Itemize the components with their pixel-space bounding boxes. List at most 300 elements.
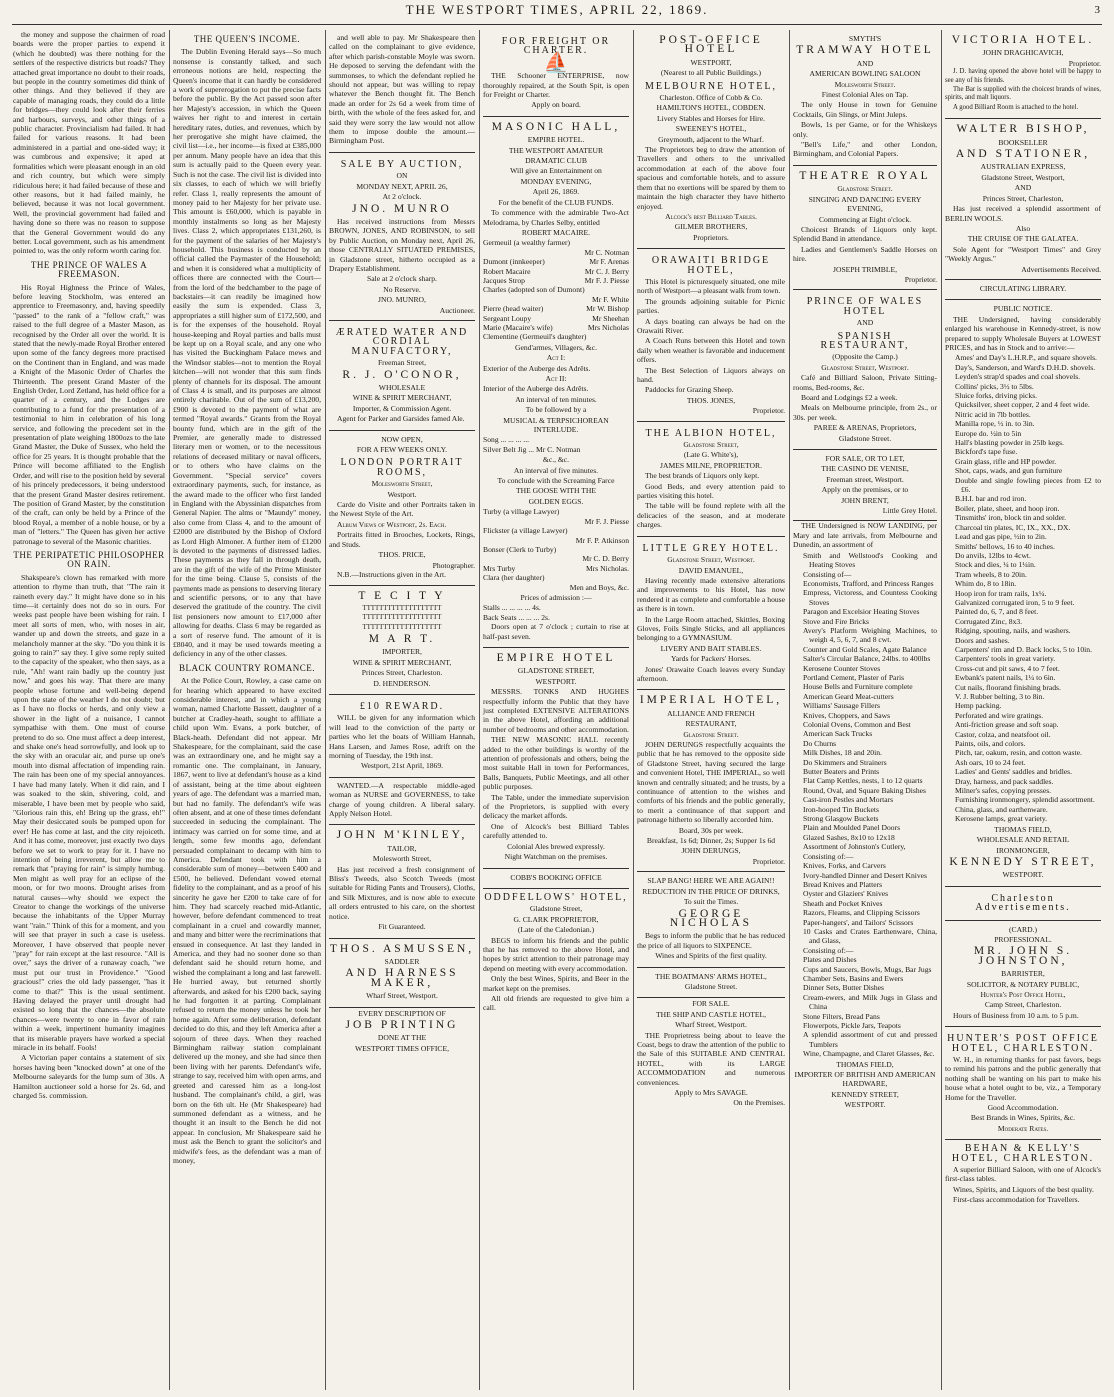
cast-actor: Mr F. White bbox=[591, 294, 629, 304]
ad-heading: THE ALBION HOTEL, bbox=[645, 427, 777, 439]
ad-signature: THOS. JONES, bbox=[686, 395, 736, 405]
ad-line: WINE & SPIRIT MERCHANT, bbox=[352, 393, 452, 403]
ad-heading: ALLIANCE AND FRENCH bbox=[667, 708, 755, 718]
list-item: Portland Cement, Plaster of Paris bbox=[803, 672, 905, 682]
ad-little-grey-hotel bbox=[637, 537, 785, 691]
ad-body: N.B.—Instructions given in the Art. bbox=[337, 569, 447, 579]
ad-line: Yards for Packers' Horses. bbox=[671, 654, 751, 664]
list-item: Ivory-handled Dinner and Desert Knives bbox=[803, 870, 927, 880]
list-item: Double and single fowling pieces from £2 to £6. bbox=[955, 475, 1101, 495]
ad-name: DAVID EMANUEL, bbox=[678, 565, 744, 575]
ad-line: SADDLER bbox=[384, 956, 420, 966]
ad-body: WANTED.—A respectable middle-aged woman as NURSE and GOVERNESS, to take charge of young children. A liberal salary. Apply Nelson Hotel. bbox=[329, 780, 475, 819]
ad-line: Gladstone Street, Westport, bbox=[981, 172, 1065, 182]
cast-row bbox=[483, 583, 629, 592]
ad-ornament: TTTTTTTTTTTTTTTTTTT bbox=[362, 623, 442, 631]
ad-line: Also bbox=[1015, 223, 1031, 233]
ad-line: &c., &c. bbox=[542, 455, 570, 465]
cast-row bbox=[483, 573, 629, 582]
cast-actor: Mr F. P. Atkinson bbox=[575, 535, 629, 545]
ad-body: First-class accommodation for Travellers. bbox=[953, 1195, 1080, 1205]
cast-row bbox=[483, 332, 629, 341]
list-item: Dinner Sets, Butter Dishes bbox=[803, 983, 884, 993]
ad-reward bbox=[329, 695, 475, 778]
list-item: Kerosene Counter Stoves bbox=[803, 663, 881, 673]
ad-body: Meals on Melbourne principle, from 2s., or 30s. per week. bbox=[793, 403, 937, 422]
ad-body: THE Schooner ENTERPRISE, now thoroughly repaired, at the South Spit, is open for Freight or Charter. bbox=[483, 71, 629, 100]
ad-line: PROFESSIONAL. bbox=[994, 934, 1052, 944]
ad-line: REDUCTION IN THE PRICE OF DRINKS, bbox=[642, 886, 780, 896]
ad-body: All old friends are requested to give him a call. bbox=[483, 993, 629, 1013]
list-item: Painted do, 6, 7, and 8 feet. bbox=[955, 607, 1039, 617]
cast-row bbox=[483, 295, 629, 304]
cast-role: Marie (Macaire's wife) bbox=[483, 322, 553, 332]
ad-line: Importer, & Commission Agent. bbox=[352, 403, 452, 413]
cast-actor: Mr F. Arenas bbox=[589, 257, 629, 267]
ad-line: Gladstone Street, bbox=[683, 440, 739, 450]
ad-name: R. J. O'CONOR, bbox=[342, 368, 462, 381]
list-item: Consisting of— bbox=[803, 569, 852, 579]
ad-body: THE Proprietress being about to leave the Coast, begs to draw the attention of the public to the Sale of this SUITABLE AND CENTRAL HOTEL, with its LARGE ACCOMMODATION and numerous conveniences. bbox=[637, 1030, 785, 1087]
ad-line: AND bbox=[1014, 183, 1032, 193]
list-item: House Bells and Furniture complete bbox=[803, 682, 913, 692]
ad-line: Stalls ... ... ... ... 4s. bbox=[483, 603, 541, 613]
cast-role: Dumont (innkeeper) bbox=[483, 257, 545, 267]
ad-body: In the Large Room attached, Skittles, Boxing Gloves, Foils Single Sticks, and all appliances belonging to a GYMNASIUM. bbox=[637, 614, 785, 643]
list-item: Manilla rope, ½ in. to 3in. bbox=[955, 419, 1035, 429]
headline-black-country: BLACK COUNTRY ROMANCE. bbox=[179, 662, 315, 673]
ad-line: To be followed by a bbox=[525, 405, 587, 415]
ad-line: On the Premises. bbox=[733, 1098, 785, 1108]
article-queens-income: The Dublin Evening Herald says—So much nonsense is constantly talked, and such erroneous notions are held, respecting the Queen's income that it can hardly be considered a work of supererogation to put the precise facts before the public. By the Act passed soon after her Majesty's accession, in which the Queen waives her right to and interest in certain hereditary rates, duties, and revenues, which by her prerogative she might have claimed, the civil list—i.e., her income—is fixed at £385,000 per annum. Many people have an idea that this sum is actually paid to the Queen every year. Such is not the case. The civil list is divided into six classes, to each of which we will briefly refer. Class 1, really represents the amount of money paid to her Majesty for her private use. This amount is £60,000, which is payable in monthly instalments so long as her Majesty lives. Class 2, which appropriates £131,260, is for the payment of the salaries of her Majesty's household. This business is conducted by an official called the Paymaster of the Household; and when it is considered what a multiplicity of offices there are connected with the Court—from the lord of the bedchamber to the page of backstairs—it can readily be imagined how easily the sum is expended. Class 3, appropriates a still higher sum of £172,500, and is for the expenses of the household. Royal house-keeping and Royal parties and balls must be kept up on a Royal scale, and any one who has visited the Buckingham Palace mews and the Windsor stables—not to mention the Royal kitchen—will not wonder that this sum finds plenty of channels for its disposal. The amount of Class 4 is small, and its purposes are almost entirely charitable. Out of the sum of £13,200, £900 is devoted to the payment of what are termed "Royal awards." Grants from the Royal bounty fund, which are in the gift of the Premier, are generally made to distressed literary men or women, or to the necessitous relations of deceased military or naval officers, or to others who have claims on the Government. "Special service" covers extraordinary payments, such, for instance, as the award made to the officer who first landed in England with the Abyssinian dispatches from General Napier. The alms or "Maundy" money, also come from Class 4, and to the amount of £2000 are distributed by the Bishop of Oxford as Lord High Almoner. A further item of £1200 is devoted to the payments of distressed ladies. These payments as they fall in through death, are in the gift of the wife of the Prime Minister for the time being. Clause 5, consists of the payments made as pensions to deserving literary and scientific persons, or to any that have deserved the gratitude of the country. The civil list pensioners now amount to £17,000 after allowing for deaths. Class 6 may be regarded as a sort of reserve fund. The amount of it is £8040, and it may be used towards meeting a deficiency in any of the other classes. bbox=[173, 47, 321, 659]
list-item: Lead and gas pipe, ½in to 2in. bbox=[955, 532, 1047, 542]
ad-heading: AMERICAN BOWLING SALOON bbox=[809, 69, 921, 79]
list-item: Paints, oils, and colors. bbox=[955, 739, 1026, 749]
ad-line: Gladstone Street. bbox=[837, 184, 893, 194]
ad-thomas-field-landing bbox=[793, 521, 937, 1109]
list-item: Consisting of:— bbox=[803, 945, 854, 955]
ad-heading: POST-OFFICE HOTEL bbox=[659, 34, 763, 56]
list-item: Paragon and Excelsior Heating Stoves bbox=[803, 607, 920, 617]
ad-heading: PRINCE OF WALES HOTEL bbox=[806, 296, 924, 317]
ad-line: Princes Street, Charleston, bbox=[982, 193, 1064, 203]
section-heading: Charleston Advertisements. bbox=[975, 892, 1071, 914]
list-item: Tinsmiths' iron, block tin and solder. bbox=[955, 513, 1066, 523]
ad-line: For the benefit of the CLUB FUNDS. bbox=[498, 197, 614, 207]
list-item: Stove and Fire Bricks bbox=[803, 616, 870, 626]
ad-albion-hotel bbox=[637, 422, 785, 537]
list-item: Whim do, 8 to 18in. bbox=[955, 579, 1017, 589]
ad-freight-charter bbox=[483, 30, 629, 117]
list-item: Iron-hooped Tin Buckets bbox=[803, 804, 879, 814]
ad-line: Camp Street, Charleston. bbox=[984, 1000, 1062, 1010]
ad-line: Moderate Rates. bbox=[997, 1123, 1049, 1133]
ad-line: MONDAY NEXT, APRIL 26, bbox=[356, 181, 448, 191]
ad-role: Proprietors. bbox=[693, 232, 729, 242]
ad-body: Only the best Wines, Spirits, and Beer in the market kept on the premises. bbox=[483, 974, 629, 993]
ad-line: IMPORTER OF BRITISH AND AMERICAN HARDWARE, bbox=[794, 1070, 936, 1089]
ad-heading: LONDON PORTRAIT ROOMS, bbox=[340, 457, 464, 478]
ad-prince-of-wales-hotel bbox=[793, 290, 937, 450]
ad-body: Carde do Visite and other Portraits taken in the Newest Style of the Art. bbox=[329, 500, 475, 519]
ad-body: Hours of Business from 10 a.m. to 5 p.m. bbox=[953, 1010, 1079, 1020]
ad-line: AND HARNESS MAKER, bbox=[345, 967, 459, 989]
ad-wanted bbox=[329, 778, 475, 826]
ad-line: Fit Guaranteed. bbox=[378, 922, 426, 932]
cast-row bbox=[483, 507, 629, 516]
list-item: Hemp packing. bbox=[955, 701, 1002, 711]
cast-role: Clementine (Germeuil's daughter) bbox=[483, 332, 587, 342]
cast-role: Mrs Turby bbox=[483, 563, 516, 573]
ad-heading: ODDFELLOWS' HOTEL, bbox=[484, 891, 628, 903]
cast-row bbox=[483, 526, 629, 535]
ad-heading: JOB PRINTING bbox=[345, 1018, 459, 1031]
ad-line: IMPORTER, bbox=[382, 647, 422, 657]
list-item: Flat Camp Kettles, nests, 1 to 12 quarts bbox=[803, 776, 923, 786]
farce-title: THE GOOSE WITH THE bbox=[515, 486, 597, 496]
list-item: Ladies' and Gents' saddles and bridles. bbox=[955, 767, 1073, 777]
ad-role: Photographer. bbox=[432, 560, 475, 570]
ad-heading: SPANISH RESTAURANT, bbox=[820, 330, 910, 351]
ad-asmussen-saddler bbox=[329, 939, 475, 1008]
list-item: Chamber Sets, Basins and Ewers bbox=[803, 973, 904, 983]
list-item: China, glass, and earthenware. bbox=[955, 804, 1048, 814]
list-item: Cut nails, floorand finishing brads. bbox=[955, 682, 1061, 692]
list-item: Cast-iron Pestles and Mortars bbox=[803, 795, 894, 805]
ad-body: The best brands of Liquors only kept. bbox=[645, 471, 760, 481]
list-item: Europe do. ½in to 5in bbox=[955, 428, 1022, 438]
ad-line: Apply to Mrs SAVAGE. bbox=[674, 1088, 748, 1097]
masthead-rule bbox=[12, 24, 1102, 25]
list-item: 10 Casks and Crates Earthenware, China, and Glass, bbox=[803, 926, 937, 946]
cast-row bbox=[483, 238, 629, 247]
list-item: Sluice forks, driving picks. bbox=[955, 391, 1038, 400]
ad-body: Bowls, 1s per Game, or for the Whiskeys only. bbox=[793, 120, 937, 139]
list-item: Butter Beaters and Prints bbox=[803, 767, 880, 777]
ad-line: Best Brands in Wines, Spirits, &c. bbox=[970, 1113, 1076, 1123]
ad-heading: SALE BY AUCTION, bbox=[340, 158, 464, 170]
ad-signature: GILMER BROTHERS, bbox=[674, 222, 748, 232]
ad-line: Wharf Street, Westport. bbox=[675, 1020, 747, 1030]
ad-line: BARRISTER, bbox=[1001, 969, 1045, 979]
ad-body: A Coach Runs between this Hotel and town daily when weather is favorable and inducement offers. bbox=[637, 336, 785, 365]
list-item: Economists, Trafford, and Princess Ranges bbox=[803, 578, 934, 588]
ad-heading: SWEENEY'S HOTEL, bbox=[675, 124, 747, 134]
ad-body: W. H., in returning thanks for past favors, begs to remind his patrons and the public generally that nothing shall be wanting on his part to make his house what a hotel ought to be, viz., a Temporary Home for the Traveller. bbox=[945, 1055, 1101, 1102]
ad-line: JAMES MILNE, PROPRIETOR. bbox=[660, 460, 762, 470]
ad-line: Little Grey Hotel. bbox=[882, 506, 937, 516]
ad-heading: COBB'S BOOKING OFFICE bbox=[510, 872, 602, 882]
ad-signature: THOS. PRICE, bbox=[378, 550, 426, 560]
cast-actor: Men and Boys, &c. bbox=[569, 582, 629, 592]
list-item: Cups and Saucers, Bowls, Mugs, Bar Jugs bbox=[803, 964, 932, 974]
cast-actor: Mr C. D. Berry bbox=[582, 554, 629, 564]
ad-line: To suit the Times. bbox=[683, 897, 739, 907]
ad-line: Gladstone Street, Westport. bbox=[821, 362, 909, 372]
list-item: Do Churns bbox=[803, 738, 837, 748]
ad-line: AUSTRALIAN EXPRESS, bbox=[980, 162, 1066, 172]
ad-line: WHOLESALE AND RETAIL bbox=[976, 835, 1070, 845]
ad-hunters-hotel bbox=[945, 1027, 1101, 1140]
ad-line: (CARD.) bbox=[1008, 924, 1038, 934]
ad-job-printing bbox=[329, 1009, 475, 1054]
ad-circulating-library bbox=[945, 280, 1101, 300]
article-text: and well able to pay. Mr Shakespeare then called on the complainant to give evidence, after which parish-constable Moyle was sworn. He deposed to serving the defendant with the summonses, to which the defendant replied he should not appear, but was willing to repay whatever the Bench thought fit. The Bench made an order for 2s 6d a week from time of birth, with the whole of the fees asked for, and said they were sorry the law would not allow them to impose double the amount.—Birmingham Post. bbox=[329, 33, 475, 146]
ad-heading: IMPERIAL HOTEL, bbox=[639, 694, 783, 707]
ad-heading: PUBLIC NOTICE. bbox=[993, 304, 1053, 314]
column-7 bbox=[942, 30, 1104, 1390]
list-item: Kerosene lamps, great variety. bbox=[955, 814, 1048, 824]
cast-actor: Mr W. Bishop bbox=[586, 304, 629, 314]
ad-line: WESTPORT. bbox=[1002, 870, 1044, 880]
ad-heading: SLAP BANG! HERE WE ARE AGAIN!! bbox=[647, 876, 775, 886]
article-victorian-horses: A Victorian paper contains a statement of six horses having been "knocked down" at one of the Melbourne saleyards for the lump sum of 30s. A Hamilton auctioneer sold a horse for 2s. 6d, and charged 5s. commission. bbox=[13, 1053, 165, 1101]
list-item: Perforated and wire gratings. bbox=[955, 710, 1044, 720]
headline-philosopher-rain: THE PERIPATETIC PHILOSOPHER ON RAIN. bbox=[13, 549, 165, 570]
cast-row bbox=[483, 248, 629, 257]
ad-signature: THOMAS FIELD, bbox=[994, 824, 1052, 834]
ad-role: Proprietor. bbox=[904, 274, 937, 284]
ad-theatre-royal bbox=[793, 166, 937, 290]
cast-row bbox=[483, 554, 629, 563]
ad-name: GEORGE NICHOLAS bbox=[669, 907, 753, 929]
ad-line: Prices of admission :— bbox=[520, 592, 592, 602]
ad-signature: JOHN DERUNGS, bbox=[681, 846, 741, 856]
ad-heading: MELBOURNE HOTEL, bbox=[645, 80, 777, 92]
ad-line: Alcock's best Billiard Tables. bbox=[665, 211, 757, 221]
column-3 bbox=[326, 30, 478, 1390]
ad-line: Molesworth Street, bbox=[371, 479, 433, 489]
ad-line: LIVERY AND BAIT STABLES. bbox=[660, 643, 762, 653]
cast-row bbox=[483, 276, 629, 285]
list-item: Furnishing ironmongery, splendid assortment. bbox=[955, 795, 1095, 805]
ad-slap-bang bbox=[637, 872, 785, 967]
list-item: V. J. Rubber belting, 3 to 8in. bbox=[955, 692, 1045, 701]
ad-line: WESTPORT, bbox=[690, 57, 732, 67]
list-item: Smiths' bellows, 16 to 40 inches. bbox=[955, 541, 1055, 551]
column-1 bbox=[10, 30, 168, 1390]
list-item: Assortment of Johnston's Cutlery, bbox=[803, 842, 906, 852]
list-item: Avery's Platform Weighing Machines, to weigh 4, 5, 6, 7, and 8 cwt. bbox=[803, 625, 937, 645]
list-item: Day's, Sanderson, and Ward's D.H.D. shovels. bbox=[955, 362, 1096, 372]
ad-line: Gladstone Street, bbox=[529, 904, 583, 914]
item-list bbox=[945, 353, 1101, 823]
ad-line: Gladstone Street. bbox=[684, 981, 738, 991]
article-philosopher-rain: Shakspeare's clown has remarked with more attention to rhyme than truth, that "The rain it raineth every day." It might have done so in his time—it certainly does not do so in ours. For weeks past people have been wishing for rain. I meet all sorts of men, who, with noses in air, wander up and down the streets, and gaze in a melancholy manner at the sky. "Do you think it is going to rain?" say they. I give some reply suited to the capacity of the speaker, who then says, as a rule, "Ah! want rain badly up the country just now," and goes his way. That there are many people whose fortune and well-being depend upon the state of the weather I do not doubt; but as I have no flocks or herds, and only view a shower in the light of a nuisance, I cannot sympathise with them. One must of course pretend to do so. One must affect a deep interest, and shake one's head sorrowfully, and look up to the sky with an oracular air, and purse up one's mouth into dismal affectation of impending rain. The rain has been one of my special annoyances. I have had many lately. When it did rain, and I was soaked to the skin, shivering, cold, and miserable, I have been met by people who said, "Glorious rain this, eh! Bring up the grass, eh!" May their desiccated souls be pumped upon for ever! He has come at last, and the city rejoiceth. And it has come, moreover, just exactly two days before we set to work to pray for it. I have no intention of being irreverent, but allow me to remark that "praying for rain" is simply humbug. Men might as well pray for an eclipse of the moon, or for two moons. Drought arises from natural causes—why should we expect the Creator to change the workings of the universe because the inhabitants of the Upper Murray want "rain." Think of this for a moment, and you will see that prayer in such a case is useless. Moreover, I have observed that people never "pray" for rain except at the last resource. "All is over," says the driver of a runaway coach, "we must put our trust in Providence." "Good gracious!" cries the old lady passenger, "has it come to that?" This is the usual sentiment. Having delayed the prayer until drought had existed so long that the chances—the absolute chances—were twenty to one in favor of rain within a week, impertinent humanity imagines that its miserable prayers have worked a special miracle in its behalf. Fools! bbox=[13, 572, 165, 1053]
farce-title: GOLDEN EGGS. bbox=[528, 496, 584, 506]
list-item: Knives, Forks, and Carvers bbox=[803, 861, 886, 871]
ad-heading: MASONIC HALL, bbox=[491, 120, 621, 133]
list-item: Ames' and Day's L.H.R.P., and square shovels. bbox=[955, 353, 1097, 363]
ad-body: THE Undersigned is NOW LANDING, per Mary and late arrivals, from Melbourne and Dunedin, an assortment of bbox=[793, 521, 937, 550]
ad-masonic-hall bbox=[483, 117, 629, 648]
ad-line: Song ... ... ... ... bbox=[483, 435, 529, 445]
ad-role: Proprietor. bbox=[752, 856, 785, 866]
ad-line: WESTPORT. bbox=[844, 1100, 886, 1110]
ad-line: Will give an Entertainment on bbox=[510, 166, 602, 176]
ad-line: DONE AT THE bbox=[377, 1033, 427, 1043]
headline-prince-freemason: THE PRINCE OF WALES A FREEMASON. bbox=[30, 259, 148, 280]
cast-actor: Mr F. J. Piesse bbox=[584, 275, 629, 285]
ad-line: Westport, 21st April, 1869. bbox=[360, 761, 444, 771]
cast-role: Jacques Strop bbox=[483, 275, 525, 285]
ad-line: To conclude with the Screaming Farce bbox=[497, 476, 615, 486]
ad-ornament: TTTTTTTTTTTTTTTTTTT bbox=[362, 614, 442, 622]
ad-line: AND bbox=[856, 58, 874, 68]
ad-heading: RESTAURANT, bbox=[685, 719, 737, 729]
ship-icon: ⛵ bbox=[543, 51, 569, 74]
ad-line: An interval of ten minutes. bbox=[515, 394, 597, 404]
cast-actor: Mrs Nicholas bbox=[587, 322, 629, 332]
ad-line: (Opposite the Camp.) bbox=[832, 352, 898, 362]
list-item: Plates and Dishes bbox=[803, 955, 857, 965]
list-item: Colonial Ovens, Common and Best bbox=[803, 720, 911, 729]
list-item: Smith and Wellstood's Cooking and Heating Stoves bbox=[803, 550, 937, 570]
ad-line: Back Seats ... ... ... 2s. bbox=[483, 612, 550, 622]
ad-ornament: TTTTTTTTTTTTTTTTTTT bbox=[362, 604, 442, 612]
cast-row bbox=[483, 323, 629, 332]
ad-ship-castle-sale bbox=[637, 999, 785, 1107]
ad-body: Begs to inform the public that he has reduced the price of all liquors to SIXPENCE. bbox=[637, 931, 785, 950]
ad-line: Wines and Spirits of the first quality. bbox=[655, 951, 767, 961]
list-item: Nitric acid in 7lb bottles. bbox=[955, 409, 1031, 419]
ad-body: THE NEW MASONIC HALL recently added to the other buildings is worthy of the attention of professionals and others, being the most suitable Hall in town for Performances, Balls, Banquets, Public Meetings, and all other public purposes. bbox=[483, 735, 629, 792]
ad-heading: M A R T. bbox=[368, 632, 436, 645]
cast-actor: Mr Sheehan bbox=[592, 313, 629, 323]
ad-line: WHOLESALE bbox=[378, 383, 426, 392]
list-item: Tram wheels, 8 to 20in. bbox=[955, 569, 1027, 579]
ad-body: The Table, under the immediate supervision of the Proprietors, is supplied with every delicacy the market affords. bbox=[483, 792, 629, 821]
ad-line: Gladstone Street. bbox=[683, 729, 739, 739]
list-item: Strong Glasgow Buckets bbox=[803, 814, 879, 824]
ad-role: Proprietor. bbox=[752, 406, 785, 416]
ad-name: JOHN M'KINLEY, bbox=[336, 829, 468, 842]
list-item: Wine, Champagne, and Claret Glasses, &c. bbox=[803, 1049, 935, 1059]
ad-line: Freeman Street, bbox=[377, 358, 427, 368]
ad-heading: BEHAN & KELLY'S HOTEL, CHARLESTON. bbox=[951, 1143, 1095, 1164]
headline-queens-income: THE QUEEN'S INCOME. bbox=[193, 34, 301, 44]
ad-aerated-water bbox=[329, 321, 475, 431]
ad-line: FOR A FEW WEEKS ONLY. bbox=[356, 445, 448, 455]
ad-line: No Reserve. bbox=[383, 284, 421, 294]
list-item: Ridging, spouting, nails, and washers. bbox=[955, 626, 1071, 636]
ad-signature: JOHN BRENT, bbox=[841, 495, 889, 505]
article-continuation: the money and suppose the chairmen of road boards were the proper parties to expend it (which he doubted) was there nothing for the settlers of the respective districts but roads? They attached great importance no doubt to their roads, but people in the country sometimes did think of other things. And they believed if they are capable of managing roads, they could do a little for bridges—they could look after their ferries and harbours, surveys, and other things of a public character. Provincialism had failed. It had failed for various reasons. It had been administered in a partial and one-sided way; it was cumbrous and expensive; it aped at formalities which were pleasant enough in an old and rich country, but which were simply ridiculous here; it had failed because of these and other reasons, but it had failed mainly, he believed, because it was not local government. Well, the provincial government had failed and having done so there was no reason to suppose that the General Government would do any better. Local government, such as his amendment pointed to, was the only reform worth caring for. bbox=[13, 30, 165, 256]
ad-line: At 2 o'clock. bbox=[382, 192, 422, 202]
ad-body: Good Beds, and every attention paid to parties visiting this hotel. bbox=[637, 481, 785, 501]
ad-body: Paddocks for Grazing Sheep. bbox=[645, 385, 734, 395]
ad-body: MESSRS. TONKS AND HUGHES respectfully inform the Public that they have just completed EXTENSIVE ALTERATIONS in the above Hotel, affording an additional number of bedrooms and other accommodation. bbox=[483, 687, 629, 734]
ad-line: WESTPORT TIMES OFFICE, bbox=[355, 1043, 449, 1053]
ad-line: Advertisements Received. bbox=[1021, 264, 1101, 274]
cast-role: Robert Macaire bbox=[483, 266, 531, 276]
ad-line: THE WESTPORT AMATEUR bbox=[508, 145, 604, 155]
ad-line: DRAMATIC CLUB bbox=[525, 156, 587, 166]
list-item: Cream-ewers, and Milk Jugs in Glass and China bbox=[803, 992, 937, 1012]
ad-heading: £10 REWARD. bbox=[359, 700, 445, 712]
ad-heading: ÆRATED WATER AND CORDIAL MANUFACTORY, bbox=[335, 326, 469, 357]
cast-row bbox=[483, 285, 629, 294]
list-item: Charcoal tin plates, IC, IX., XX., DX. bbox=[955, 522, 1071, 532]
cast-actor: Mrs Nicholas. bbox=[585, 563, 629, 573]
ad-name: JOHN DRAGHICAVICH, bbox=[982, 48, 1064, 58]
list-item: Quicksilver, sheet copper, 2 and 4 feet wide. bbox=[955, 400, 1090, 410]
ad-body: Sole Agent for "Westport Times" and Grey "Weekly Argus." bbox=[945, 244, 1101, 264]
ad-auctioneer-name: JNO. MUNRO bbox=[352, 202, 452, 215]
list-item: Oyster and Glaziers' Knives bbox=[803, 889, 889, 899]
ad-line: WINE & SPIRIT MERCHANT, bbox=[352, 657, 452, 667]
ad-line: Princes Street, Charleston. bbox=[361, 668, 443, 678]
ad-body: Wines, Spirits, and Liquors of the best quality. bbox=[953, 1184, 1094, 1194]
list-item: Round, Oval, and Square Baking Dishes bbox=[803, 785, 926, 795]
ad-body: Doors open at 7 o'clock ; curtain to rise at half-past seven. bbox=[483, 622, 629, 641]
ad-heading: VICTORIA HOTEL. bbox=[951, 34, 1095, 46]
ad-body: THE Undersigned, having considerably enlarged his warehouse in Kennedy-street, is now prepared to supply Wholesale Buyers at LOWEST PRICES, and has in Stock and to arrive:— bbox=[945, 314, 1101, 352]
cast-row bbox=[483, 257, 629, 266]
cast-row bbox=[483, 267, 629, 276]
ad-line: MUSICAL & TERPSICHOREAN INTERLUDE. bbox=[503, 415, 609, 435]
list-item: Collins' picks, 3½ to 5lbs. bbox=[955, 381, 1034, 391]
ad-line: TAILOR, bbox=[387, 843, 417, 853]
ad-signature: THOMAS FIELD, bbox=[836, 1059, 894, 1069]
ad-heading: CIRCULATING LIBRARY. bbox=[979, 283, 1067, 293]
ad-line: Board, 30s per week. bbox=[678, 825, 744, 835]
ad-signature: JOSEPH TRIMBLE, bbox=[833, 264, 897, 274]
ad-body: Ladies and Gentlemen's Saddle Horses on hire. bbox=[793, 244, 937, 264]
list-item: Bickford's tape fuse. bbox=[955, 447, 1018, 457]
cast-actor: Mr C. J. Berry bbox=[584, 266, 629, 276]
column-5 bbox=[634, 30, 788, 1390]
ad-heading: FOR FREIGHT OR CHARTER. bbox=[501, 36, 611, 57]
section-charleston-ads bbox=[945, 887, 1101, 921]
list-item: Bread Knives and Platters bbox=[803, 879, 883, 889]
ad-line: THE CRUISE OF THE GALATEA. bbox=[967, 234, 1079, 244]
ad-line: Commencing at Eight o'clock. bbox=[818, 214, 912, 224]
ad-imperial-hotel bbox=[637, 690, 785, 872]
list-item: Milner's safes, copying presses. bbox=[955, 786, 1052, 796]
list-item: Dray, harness, and pack saddles. bbox=[955, 776, 1054, 786]
list-item: Glazed Sashes, 8x10 to 12x18 bbox=[803, 832, 895, 842]
column-2 bbox=[170, 30, 324, 1390]
cast-role: Bonser (Clerk to Turby) bbox=[483, 544, 557, 554]
page-number: 3 bbox=[1094, 4, 1100, 16]
ad-line: (Nearest to all Public Buildings.) bbox=[660, 68, 762, 78]
ad-line: Exterior of the Auberge des Adrêts. bbox=[483, 363, 591, 373]
ad-orawaiti-hotel bbox=[637, 249, 785, 422]
list-item: Carpenters' tools in great variety. bbox=[955, 654, 1056, 664]
ad-body: Board and Lodgings £2 a week. bbox=[801, 393, 898, 402]
ad-line: Act I: bbox=[546, 353, 566, 363]
column-6 bbox=[790, 30, 940, 1390]
ad-walter-bishop bbox=[945, 119, 1101, 280]
ad-body: Has just received a splendid assortment of BERLIN WOOLS. bbox=[945, 204, 1101, 223]
ad-body: A good Billiard Room is attached to the hotel. bbox=[953, 103, 1079, 111]
ad-body: Having recently made extensive alterations and improvements to his Hotel, has now rendered it as complete and comfortable a house as there is in town. bbox=[637, 575, 785, 614]
ad-line: AND STATIONER, bbox=[955, 148, 1091, 161]
ad-body: A days boating can always be had on the Orawaiti River. bbox=[637, 316, 785, 335]
play-title: ROBERT MACAIRE. bbox=[521, 227, 591, 237]
ad-role: Auctioneer. bbox=[439, 305, 475, 315]
cast-role: Flickster (a village Lawyer) bbox=[483, 526, 568, 536]
list-item: Do anvils, 12lbs to 4cwt. bbox=[955, 550, 1031, 560]
ad-line: Livery Stables and Horses for Hire. bbox=[657, 113, 765, 123]
cast-role: Sergeant Loupy bbox=[483, 313, 532, 323]
ad-line: Gladstone Street. bbox=[838, 433, 892, 443]
cast-row bbox=[483, 304, 629, 313]
ad-line: Sale at 2 o'clock sharp. bbox=[367, 274, 437, 284]
ad-body: Choicest Brands of Liquors only kept. Splendid Band in attendance. bbox=[793, 224, 937, 244]
ad-body: JOHN DERUNGS respectfully acquaints the public that he has removed to the opposite side of Gladstone Street, having secured the large and convenient Hotel, THE IMPERIAL, so well known and centrally situated; and he trusts, by a continuance of attention to the wishes and comforts of his friends and the public generally, to merit a continuance of that support and patronage hitherto so liberally accorded him. bbox=[637, 740, 785, 825]
